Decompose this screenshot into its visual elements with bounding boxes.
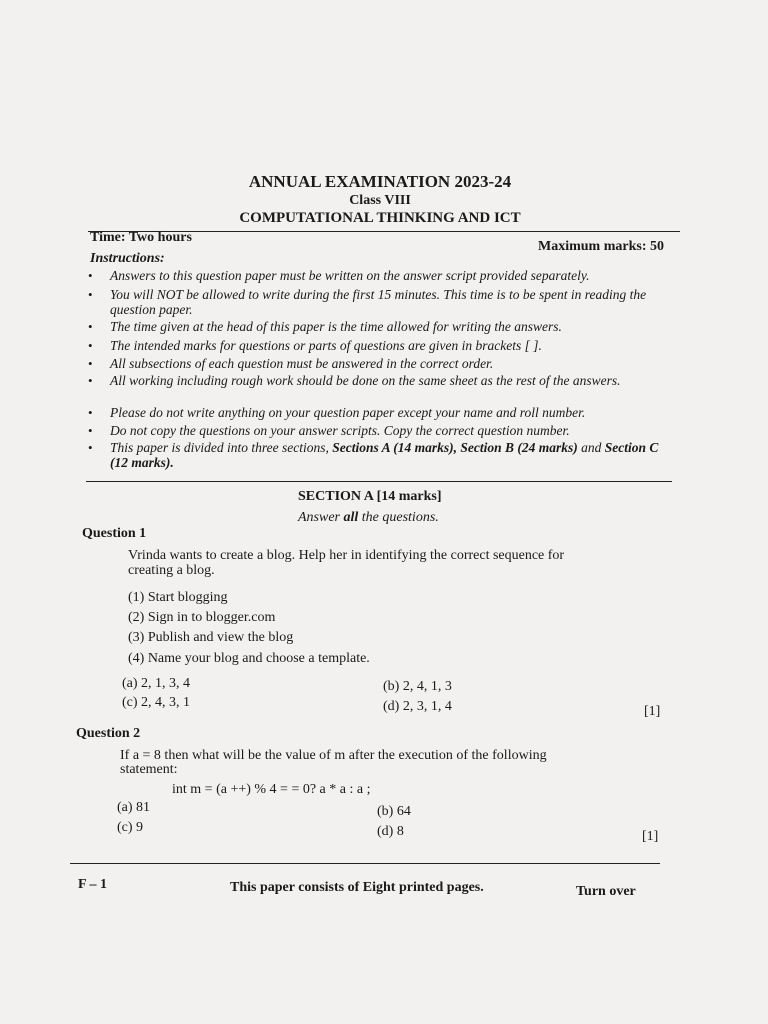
question-1-step: (3) Publish and view the blog: [128, 630, 294, 645]
time-allowed: Time: Two hours: [90, 230, 192, 245]
question-1-text: Vrinda wants to create a blog. Help her in identifying the correct sequence for: [128, 548, 565, 563]
question-2-label: Question 2: [76, 726, 141, 741]
question-2-text: If a = 8 then what will be the value of m after the execution of the following: [120, 748, 547, 763]
instruction-text: All subsections of each question must be answered in the correct order.: [110, 356, 494, 371]
question-1-option-a: (a) 2, 1, 3, 4: [122, 676, 191, 691]
bullet-icon: •: [88, 338, 93, 353]
bullet-icon: •: [88, 356, 93, 371]
bullet-icon: •: [88, 268, 93, 283]
page-code: F – 1: [78, 877, 108, 892]
instruction-text: You will NOT be allowed to write during the first 15 minutes. This time is to be spent in reading the question paper.: [110, 287, 647, 317]
question-1-step: (1) Start blogging: [128, 590, 228, 605]
instruction-text: Answers to this question paper must be written on the answer script provided separately.: [110, 268, 590, 283]
instructions-heading: Instructions:: [90, 251, 165, 266]
class-label: Class VIII: [349, 193, 411, 208]
bullet-icon: •: [88, 373, 93, 388]
question-2-option-b: (b) 64: [377, 804, 411, 819]
question-1-option-c: (c) 2, 4, 3, 1: [122, 695, 191, 710]
question-1-label: Question 1: [82, 526, 147, 541]
question-1-step: (2) Sign in to blogger.com: [128, 610, 276, 625]
instruction-text: Do not copy the questions on your answer scripts. Copy the correct question number.: [110, 423, 570, 438]
question-1-step: (4) Name your blog and choose a template.: [128, 651, 370, 666]
bullet-icon: •: [88, 287, 93, 302]
instruction-text: This paper is divided into three sections, Sections A (14 marks), Section B (24 marks) and Section C (12 marks).: [110, 440, 659, 470]
question-1-option-d: (d) 2, 3, 1, 4: [383, 699, 452, 714]
question-2-text: statement:: [120, 762, 178, 777]
instruction-text: The time given at the head of this paper is the time allowed for writing the answers.: [110, 319, 562, 334]
bullet-icon: •: [88, 405, 93, 420]
section-a-subtitle: Answer all the questions.: [298, 510, 439, 525]
bullet-icon: •: [88, 319, 93, 334]
question-2-option-c: (c) 9: [117, 820, 144, 835]
question-1-text: creating a blog.: [128, 563, 215, 578]
bullet-icon: •: [88, 440, 93, 455]
subject-title: COMPUTATIONAL THINKING AND ICT: [239, 210, 521, 226]
question-1-option-b: (b) 2, 4, 1, 3: [383, 679, 452, 694]
question-2-option-a: (a) 81: [117, 800, 151, 815]
instruction-text: The intended marks for questions or parts of questions are given in brackets [ ].: [110, 338, 542, 353]
instruction-text: Please do not write anything on your question paper except your name and roll number.: [110, 405, 586, 420]
footer-rule: [70, 863, 660, 864]
turn-over-label: Turn over: [576, 884, 636, 899]
question-2-option-d: (d) 8: [377, 824, 404, 839]
exam-title: ANNUAL EXAMINATION 2023-24: [248, 172, 512, 191]
question-1-marks: [1]: [644, 704, 661, 719]
question-2-code: int m = (a ++) % 4 = = 0? a * a : a ;: [172, 782, 371, 797]
section-a-title: SECTION A [14 marks]: [298, 489, 442, 504]
question-2-marks: [1]: [642, 829, 659, 844]
page-count-note: This paper consists of Eight printed pages.: [230, 880, 484, 895]
instructions-rule: [86, 481, 672, 482]
maximum-marks: Maximum marks: 50: [538, 239, 664, 254]
instruction-text: All working including rough work should be done on the same sheet as the rest of the answers.: [110, 373, 621, 388]
bullet-icon: •: [88, 423, 93, 438]
